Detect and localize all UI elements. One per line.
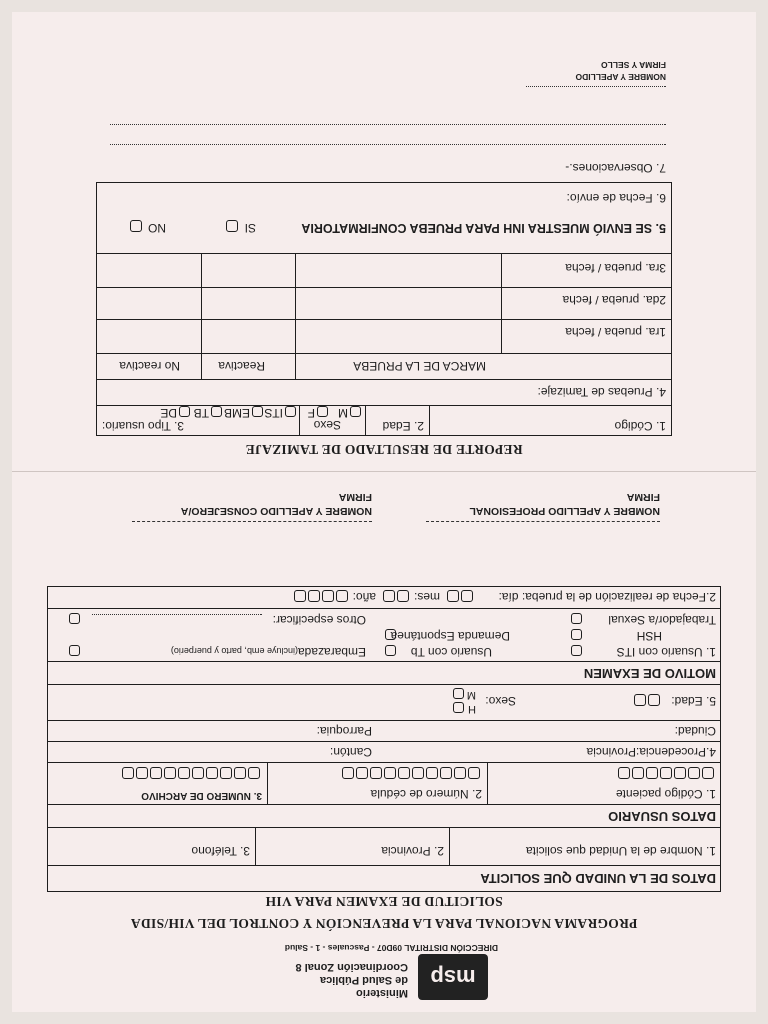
opt-embarazada-note: (incluye emb, parto y puerperio)	[170, 646, 298, 656]
firma-profesional-name: NOMBRE Y APELLIDO PROFESIONAL	[469, 505, 660, 517]
sexo-h-label: H	[468, 703, 476, 715]
edad-boxes[interactable]	[632, 691, 660, 709]
envio-no-label: NO	[148, 221, 166, 235]
reporte-title: REPORTE DE RESULTADO DE TAMIZAJE	[245, 442, 523, 457]
ministry-line2: de Salud Pública	[319, 974, 408, 986]
table-row-2-label: 2da. prueba / fecha	[562, 293, 666, 307]
unidad-nombre-label[interactable]: 1. Nombre de la Unidad que solicita	[525, 844, 716, 858]
sexo-m-label: M	[466, 689, 476, 701]
unidad-section-title: DATOS DE LA UNIDAD QUE SOLICITA	[480, 871, 716, 886]
fecha-prueba-label: 2.Fecha de realización de la prueba: día:	[498, 590, 716, 604]
opt-demanda-label: Demanda Espontánea	[390, 629, 510, 643]
opt-hsh-label: HSH	[636, 629, 662, 643]
opt-trabajador-label: Trabajador/a Sexual	[608, 613, 716, 627]
col-marca-header: MARCA DE LA PRUEBA	[353, 359, 486, 373]
fecha-mes-boxes[interactable]	[381, 587, 409, 605]
ministry-line1: Ministerio	[356, 987, 408, 999]
sexo-label: Sexo:	[485, 694, 516, 708]
fecha-dia-boxes[interactable]	[445, 587, 473, 605]
codigo-paciente-boxes[interactable]	[616, 764, 714, 782]
opt-otros-label: Otros especificar:	[272, 613, 366, 627]
reporte-tipo-tb-label: TB	[193, 406, 209, 420]
envio-si-label: SI	[244, 221, 256, 235]
opt-its-checkbox[interactable]	[571, 641, 582, 659]
col-reactiva-header: Reactiva	[218, 359, 265, 373]
district-label: DIRECCIÓN DISTRITAL 09D07 - Pascuales - 1 - Salud	[284, 943, 498, 953]
observaciones-line-2	[110, 124, 666, 125]
opt-demanda-checkbox[interactable]	[385, 625, 396, 643]
reporte-sexo-m-label: M	[338, 406, 348, 420]
ministry-line3: Coordinación Zonal 8	[295, 961, 408, 973]
firma-nombre-label: NOMBRE Y APELLIDO	[575, 72, 666, 82]
opt-hsh-checkbox[interactable]	[571, 625, 582, 643]
envio-no-checkbox[interactable]	[128, 217, 142, 235]
unidad-provincia-label[interactable]: 2. Provincia	[381, 844, 444, 858]
archivo-label: 3. NUMERO DE ARCHIVO	[141, 790, 262, 801]
firma-sello-label: FIRMA Y SELLO	[600, 60, 666, 70]
fold-line	[12, 471, 756, 472]
opt-embarazada-label	[171, 646, 366, 658]
firma-profesional-firma: FIRMA	[626, 491, 660, 503]
observaciones-line-1	[110, 144, 666, 145]
upright-form	[12, 12, 756, 1012]
opt-trabajador-checkbox[interactable]	[571, 609, 582, 627]
envio-label: 5. SE ENVIÓ MUESTRA INH PARA PRUEBA CONFIRMATORIA	[301, 221, 666, 235]
usuario-section-title: DATOS USUARIO	[608, 809, 716, 824]
opt-tb-checkbox[interactable]	[385, 641, 396, 659]
observaciones-label[interactable]: 7. Observaciones.-	[565, 161, 666, 175]
form-title: SOLICITUD DE EXAMEN PARA VIH	[265, 894, 503, 909]
envio-si-checkbox[interactable]	[224, 217, 238, 235]
firma-consejero-name: NOMBRE Y APELLIDO CONSEJERO/A	[180, 505, 372, 517]
reporte-tipo-label: 3. Tipo usuario:	[101, 419, 184, 433]
cedula-boxes[interactable]	[340, 764, 480, 782]
cedula-label: 2. Número de cédula	[370, 787, 482, 801]
firma-consejero-firma: FIRMA	[338, 491, 372, 503]
reporte-tipo-its-label: ITS	[264, 406, 283, 420]
pruebas-label: 4. Pruebas de Tamizaje:	[537, 385, 666, 399]
opt-embarazada-checkbox[interactable]	[69, 641, 80, 659]
opt-its-label: 1. Usuario con ITS	[616, 645, 716, 659]
reporte-sexo-f-label: F	[307, 406, 315, 420]
opt-tb-label: Usuario con Tb	[410, 645, 492, 659]
reporte-tipo-de-label: DE	[160, 406, 177, 420]
program-title: PROGRAMA NACIONAL PARA LA PREVENCIÓN Y CONTROL DEL VIH/SIDA	[130, 916, 638, 931]
form-sheet	[12, 12, 756, 1012]
table-row-3-label: 3ra. prueba / fecha	[565, 261, 666, 275]
fecha-anio-label: año:	[352, 590, 376, 604]
reporte-tipo-emb-label: EMB	[223, 406, 250, 420]
fecha-envio-label[interactable]: 6. Fecha de envío:	[566, 191, 666, 205]
canton-label[interactable]: Cantón:	[329, 745, 372, 759]
ciudad-label[interactable]: Ciudad:	[674, 724, 716, 738]
opt-embarazada-text: Embarazada	[297, 645, 366, 659]
motivo-section-title: MOTIVO DE EXAMEN	[583, 666, 716, 681]
reporte-sexo-label: Sexo	[313, 418, 341, 432]
fecha-mes-label: mes:	[413, 590, 440, 604]
reporte-edad-label[interactable]: 2. Edad	[382, 419, 424, 433]
opt-otros-checkbox[interactable]	[69, 609, 80, 627]
msp-logo: msp	[418, 954, 488, 1000]
fecha-anio-boxes[interactable]	[292, 587, 348, 605]
edad-label: 5. Edad:	[671, 694, 716, 708]
reporte-codigo-label[interactable]: 1. Código	[614, 419, 666, 433]
table-row-1-label: 1ra. prueba / fecha	[565, 325, 666, 339]
archivo-boxes[interactable]	[120, 764, 260, 782]
unidad-telefono-label[interactable]: 3. Teléfono	[191, 844, 250, 858]
col-no-reactiva-header: No reactiva	[119, 359, 180, 373]
codigo-paciente-label: 1. Código paciente	[615, 787, 716, 801]
parroquia-label[interactable]: Parroquia:	[316, 724, 372, 738]
sexo-m-checkbox[interactable]	[453, 684, 464, 702]
procedencia-label[interactable]: 4.Procedencia:Provincia	[586, 745, 716, 759]
